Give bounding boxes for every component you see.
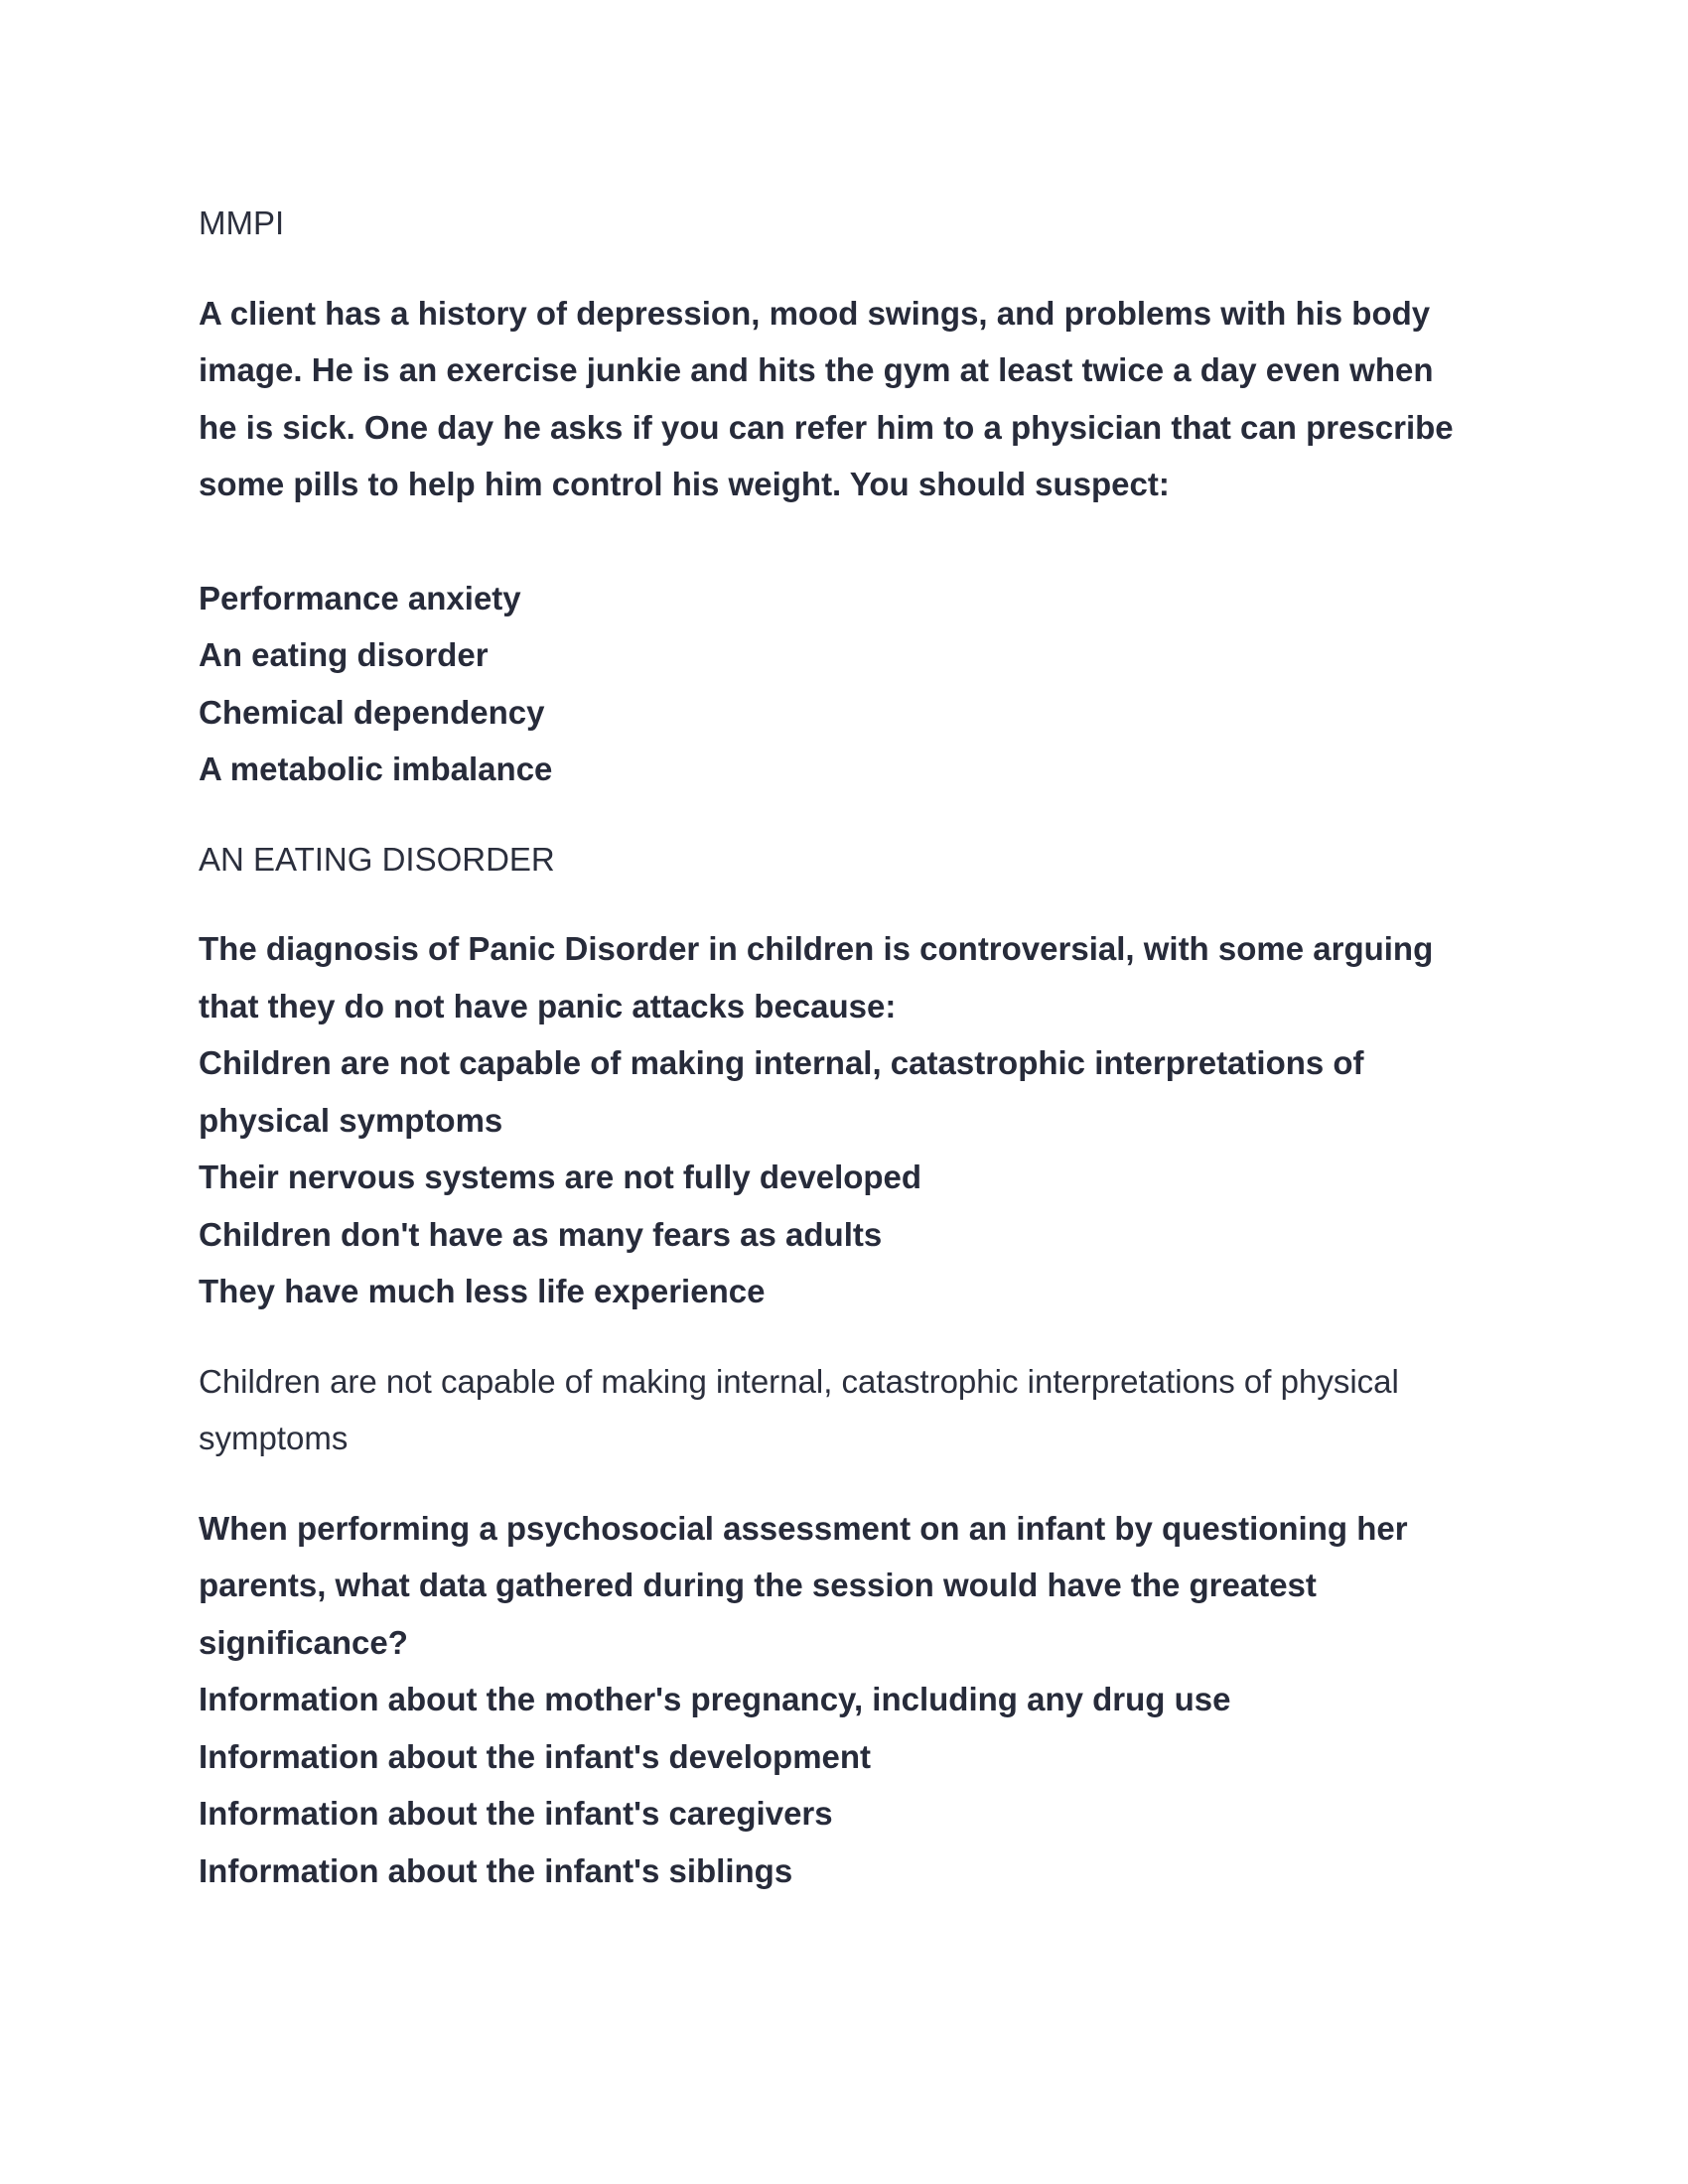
question-text-line: When performing a psychosocial assessment on an infant by questioning her [199,1509,1408,1547]
question-1 [199,285,1489,513]
question-text-line: some pills to help him control his weight. You should suspect: [199,466,1170,502]
option-item: A metabolic imbalance [199,751,553,787]
option-item: Children are not capable of making internal, catastrophic interpretations of [199,1044,1364,1081]
option-item: Their nervous systems are not fully developed [199,1159,922,1195]
document-page [199,195,1489,1899]
question-2 [199,920,1489,1320]
question-text-line: he is sick. One day he asks if you can refer him to a physician that can prescribe [199,408,1454,446]
question-text-line: that they do not have panic attacks because: [199,987,897,1024]
answer-1: AN EATING DISORDER [199,840,555,878]
question-1-options [199,570,1489,798]
option-item: They have much less life experience [199,1273,766,1309]
option-item: Chemical dependency [199,693,545,731]
option-item: Children don't have as many fears as adults [199,1215,883,1253]
answer-2 [199,1353,1489,1467]
answer-text-line: Children are not capable of making internal, catastrophic interpretations of physical [199,1362,1399,1400]
option-item: An eating disorder [199,636,489,673]
question-text-line: significance? [199,1623,408,1661]
option-item: Information about the mother's pregnancy, including any drug use [199,1681,1231,1717]
option-item: Information about the infant's siblings [199,1851,793,1889]
option-item: Information about the infant's caregivers [199,1795,833,1832]
question-3 [199,1500,1489,1900]
section-heading: MMPI [199,205,285,241]
question-text-line: parents, what data gathered during the session would have the greatest [199,1567,1317,1603]
option-item: Information about the infant's development [199,1737,872,1775]
question-text-line: image. He is an exercise junkie and hits the gym at least twice a day even when [199,351,1434,388]
option-item: physical symptoms [199,1101,503,1139]
question-text-line: The diagnosis of Panic Disorder in children is controversial, with some arguing [199,930,1434,967]
question-text-line: A client has a history of depression, mood swings, and problems with his body [199,294,1431,332]
option-item: Performance anxiety [199,579,521,616]
answer-text-line: symptoms [199,1420,349,1456]
